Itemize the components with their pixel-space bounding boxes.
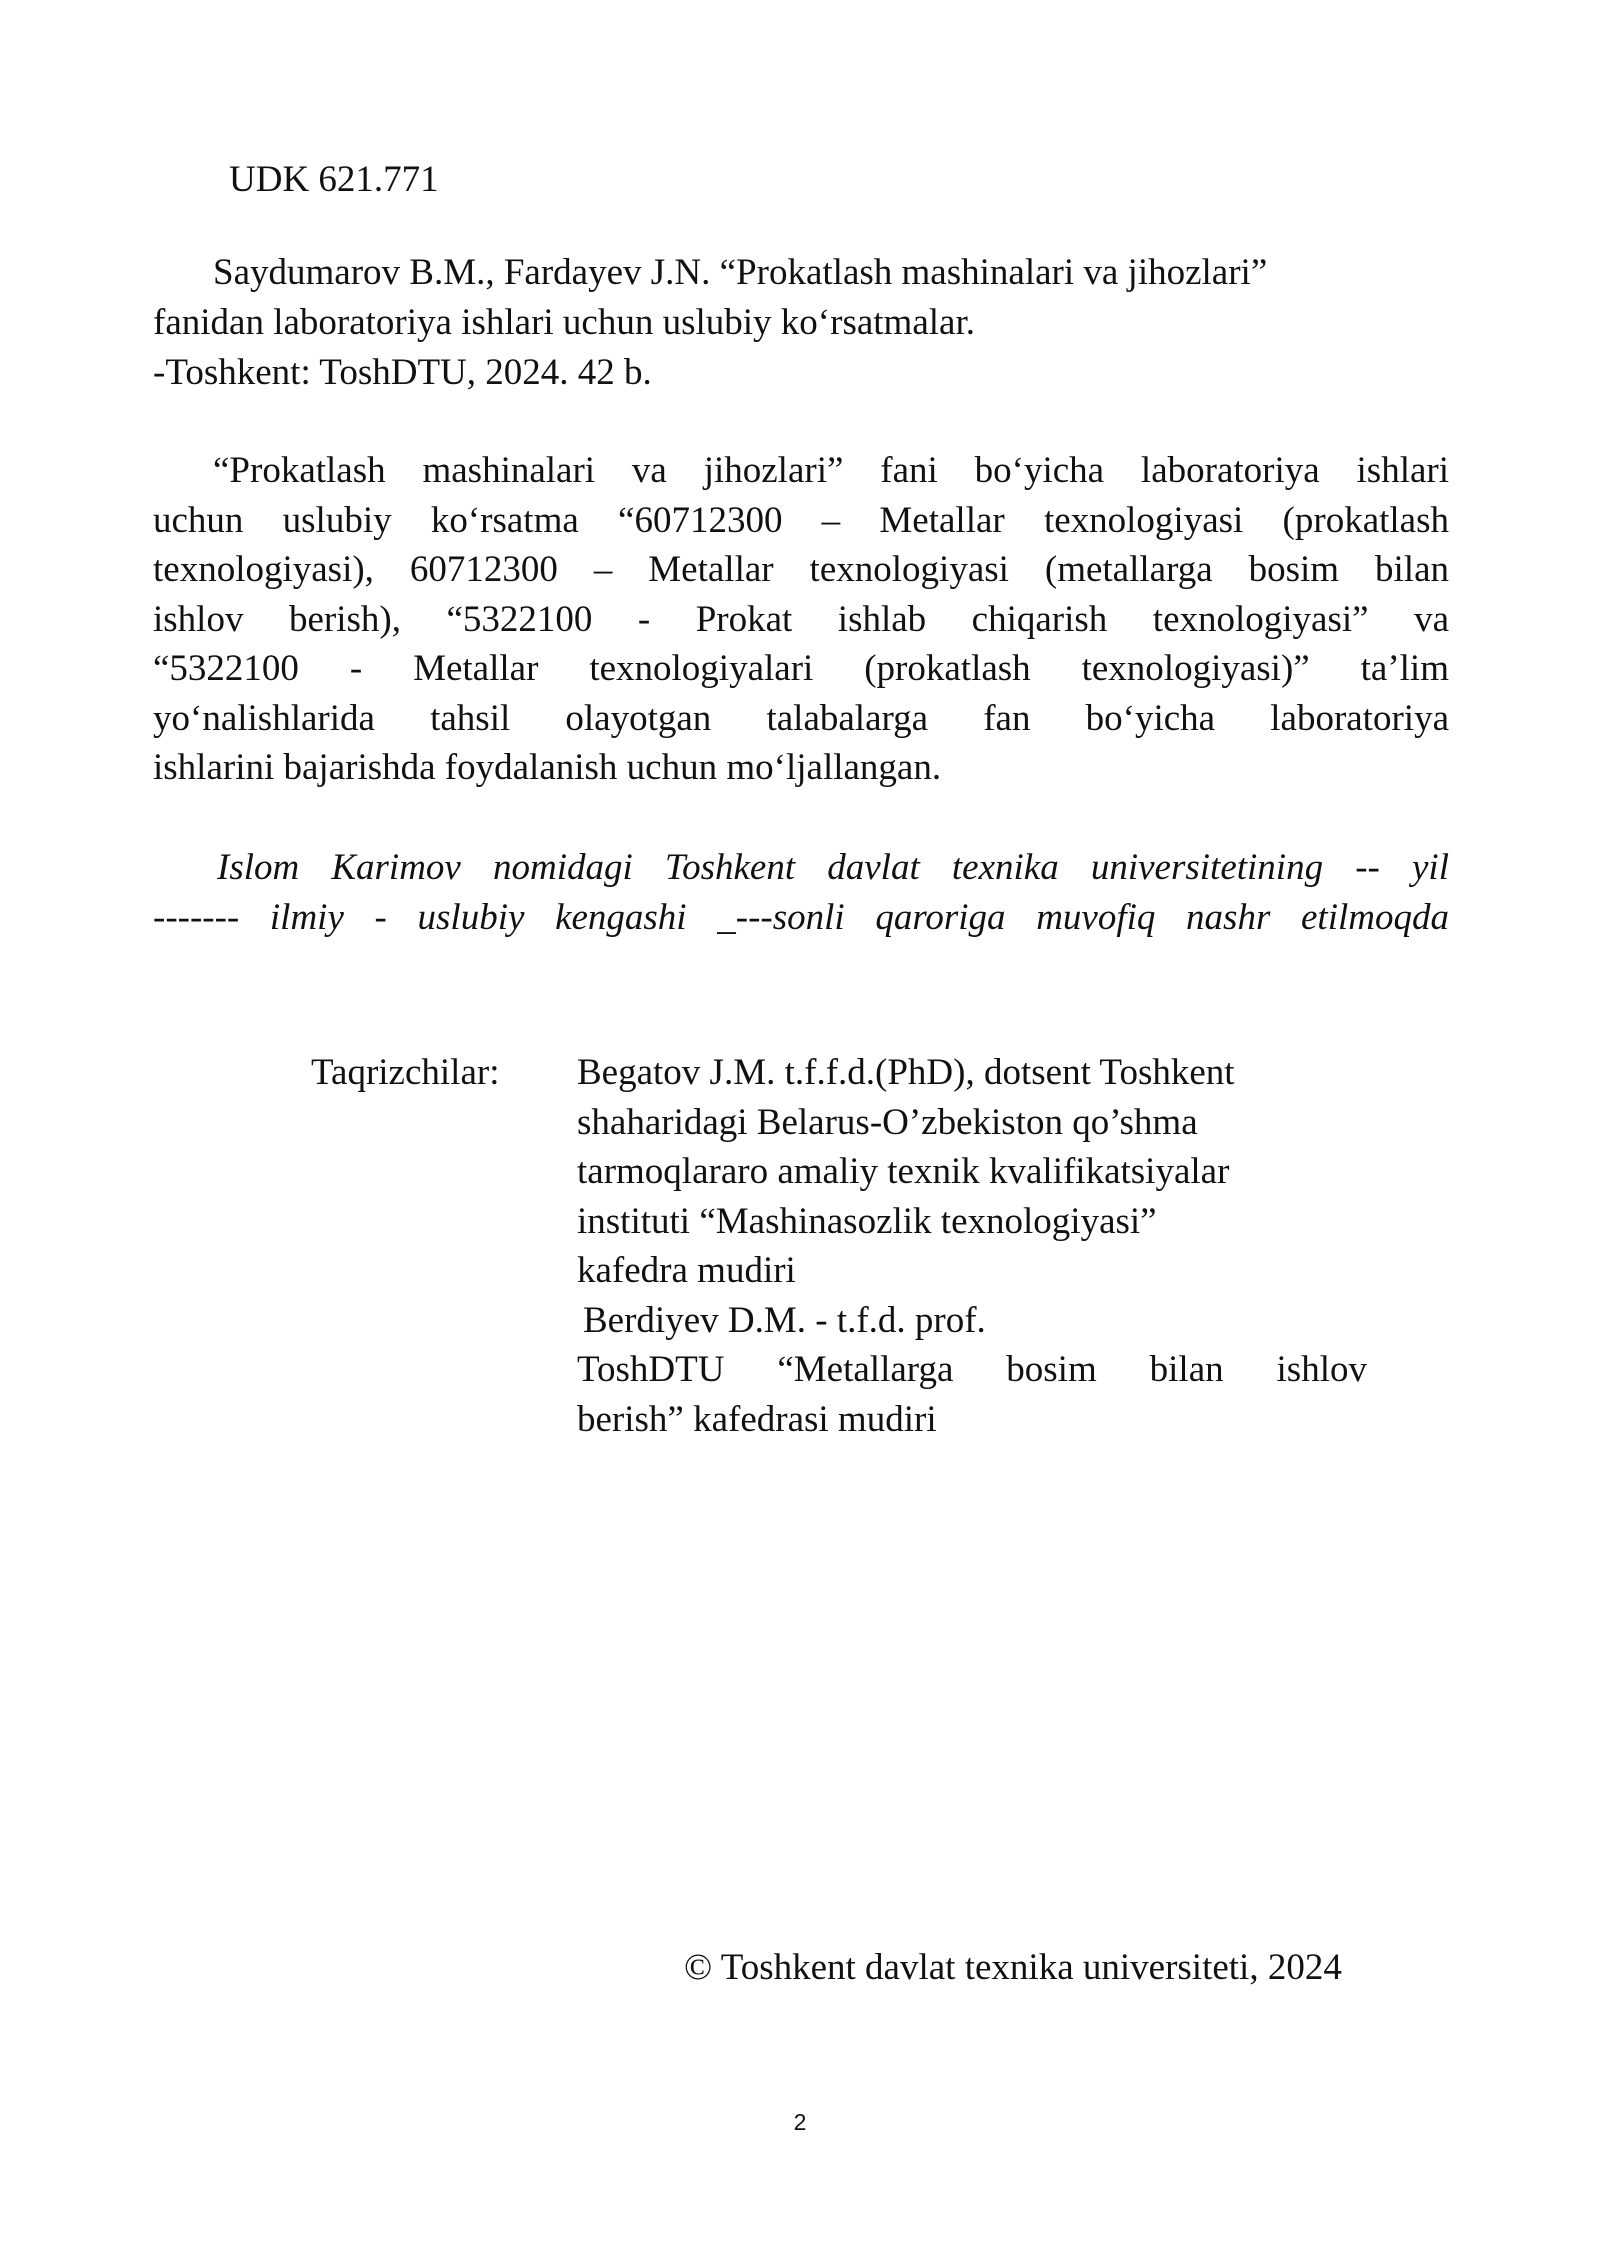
council-approval-note (153, 843, 1449, 943)
reviewer-line: instituti “Mashinasozlik texnologiyasi” (577, 1200, 1157, 1242)
abstract-line: ishlov berish), “5322100 - Prokat ishlab chiqarish texnologiyasi” va (153, 598, 1449, 640)
reviewer-line: Begatov J.M. t.f.f.d.(PhD), dotsent Toshkent (577, 1052, 1235, 1093)
abstract-line: yo‘nalishlarida tahsil olayotgan talabalarga fan bo‘yicha laboratoriya (153, 697, 1449, 739)
reviewers-list (577, 1048, 1367, 1444)
page-number: 2 (793, 2109, 807, 2135)
approval-line: Islom Karimov nomidagi Toshkent davlat texnika universitetining -- yil (217, 847, 1449, 888)
reviewers-label: Taqrizchilar: (311, 1052, 500, 1093)
citation-line: -Toshkent: ToshDTU, 2024. 42 b. (153, 352, 652, 393)
abstract-line: “Prokatlash mashinalari va jihozlari” fani bo‘yicha laboratoriya ishlari (213, 450, 1449, 491)
reviewer-line: Berdiyev D.M. - t.f.d. prof. (583, 1299, 986, 1341)
bibliographic-citation (153, 248, 1453, 398)
abstract-line: “5322100 - Metallar texnologiyalari (prokatlash texnologiyasi)” ta’lim (153, 648, 1449, 689)
reviewer-line: berish” kafedrasi mudiri (577, 1398, 937, 1440)
reviewer-line: shaharidagi Belarus-O’zbekiston qo’shma (577, 1101, 1198, 1143)
abstract-line: uchun uslubiy ko‘rsatma “60712300 – Metallar texnologiyasi (prokatlash (153, 499, 1449, 541)
abstract-paragraph (153, 446, 1449, 793)
copyright-notice: © Toshkent davlat texnika universiteti, 2024 (684, 1947, 1342, 1988)
reviewer-line: ToshDTU “Metallarga bosim bilan ishlov (577, 1349, 1367, 1390)
abstract-line: texnologiyasi), 60712300 – Metallar texnologiyasi (metallarga bosim bilan (153, 549, 1449, 590)
citation-line: Saydumarov B.M., Fardayev J.N. “Prokatlash mashinalari va jihozlari” (213, 252, 1268, 293)
citation-line: fanidan laboratoriya ishlari uchun uslubiy ko‘rsatmalar. (153, 302, 975, 343)
abstract-line: ishlarini bajarishda foydalanish uchun mo‘ljallangan. (153, 747, 942, 788)
udk-code: UDK 621.771 (229, 159, 439, 200)
reviewer-line: kafedra mudiri (577, 1250, 796, 1291)
approval-line: ------- ilmiy - uslubiy kengashi _---sonli qaroriga muvofiq nashr etilmoqda (153, 897, 1449, 938)
reviewer-line: tarmoqlararo amaliy texnik kvalifikatsiyalar (577, 1151, 1230, 1192)
